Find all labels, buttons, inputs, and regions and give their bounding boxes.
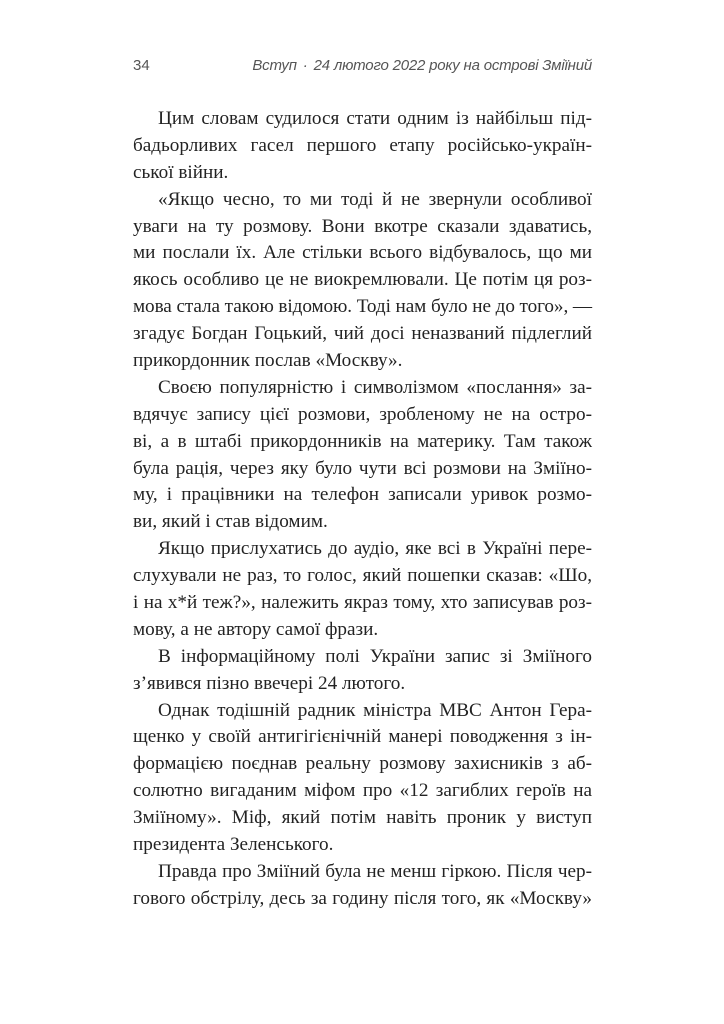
text-line: мову, а не автору самої фрази. — [133, 618, 379, 640]
text-line: згадує Богдан Гоцький, чий досі неназваний підлеглий — [133, 323, 592, 345]
paragraph — [133, 859, 592, 913]
text-line: бадьорливих гасел першого етапу російсько-україн- — [133, 134, 592, 156]
text-line: щенко у своїй антигігієнічній манері поводження з ін- — [133, 726, 592, 748]
text-line: му, і працівники на телефон записали уривок розмо- — [133, 484, 592, 506]
paragraph — [133, 536, 592, 644]
page-number: 34 — [133, 57, 150, 74]
text-line: Якщо прислухатись до аудіо, яке всі в Україні пере- — [158, 538, 592, 560]
text-line: слухували не раз, то голос, який пошепки сказав: «Шо, — [133, 565, 592, 587]
text-line: Цим словам судилося стати одним із найбільш під- — [158, 108, 592, 129]
text-line: Своєю популярністю і символізмом «послання» за- — [158, 376, 592, 398]
text-line: ми послали їх. Але стільки всього відбувалось, що ми — [133, 242, 592, 264]
text-line: гового обстрілу, десь за годину після того, як «Москву» — [133, 887, 592, 909]
text-line: В інформаційному полі України запис зі Зміїного — [158, 645, 592, 667]
text-line: уваги на ту розмову. Вони вкотре сказали здаватись, — [133, 215, 592, 237]
paragraph — [133, 698, 592, 859]
text-line: і на х*й теж?», належить якраз тому, хто записував роз- — [133, 592, 592, 614]
running-title — [252, 54, 592, 78]
text-line: солютно вигаданим міфом про «12 загиблих героїв на — [133, 780, 592, 802]
text-line: ви, який і став відомим. — [133, 511, 328, 533]
body-text — [133, 106, 592, 913]
title-separator: · — [302, 57, 308, 74]
text-line: вдячує запису цієї розмови, зробленому не на остро- — [133, 403, 592, 425]
text-line: Зміїному». Міф, який потім навіть проник у виступ — [133, 807, 592, 829]
chapter-title: 24 лютого 2022 року на острові Зміїний — [313, 57, 592, 74]
text-line: Однак тодішній радник міністра МВС Антон Гера- — [158, 699, 592, 721]
text-line: ві, а в штабі прикордонників на материку. Там також — [133, 430, 592, 452]
text-line: прикордонник послав «Москву». — [133, 350, 403, 372]
text-line: якось особливо це не виокремлювали. Це потім ця роз- — [133, 269, 592, 291]
text-line: «Якщо чесно, то ми тоді й не звернули особливої — [158, 188, 592, 210]
paragraph — [133, 375, 592, 536]
section-name: Вступ — [252, 57, 297, 74]
paragraph — [133, 644, 592, 698]
text-line: з’явився пізно ввечері 24 лютого. — [133, 672, 406, 694]
text-line: формацією поєднав реальну розмову захисників з аб- — [133, 753, 592, 775]
paragraph — [133, 106, 592, 187]
text-line: Правда про Зміїний була не менш гіркою. Після чер- — [158, 860, 592, 882]
text-line: була рація, через яку було чути всі розмови на Зміїно- — [133, 457, 592, 479]
running-head — [133, 54, 592, 78]
text-line: ської війни. — [133, 161, 229, 183]
paragraph — [133, 187, 592, 375]
text-line: президента Зеленського. — [133, 834, 334, 856]
text-line: мова стала такою відомою. Тоді нам було не до того», — — [133, 296, 592, 318]
